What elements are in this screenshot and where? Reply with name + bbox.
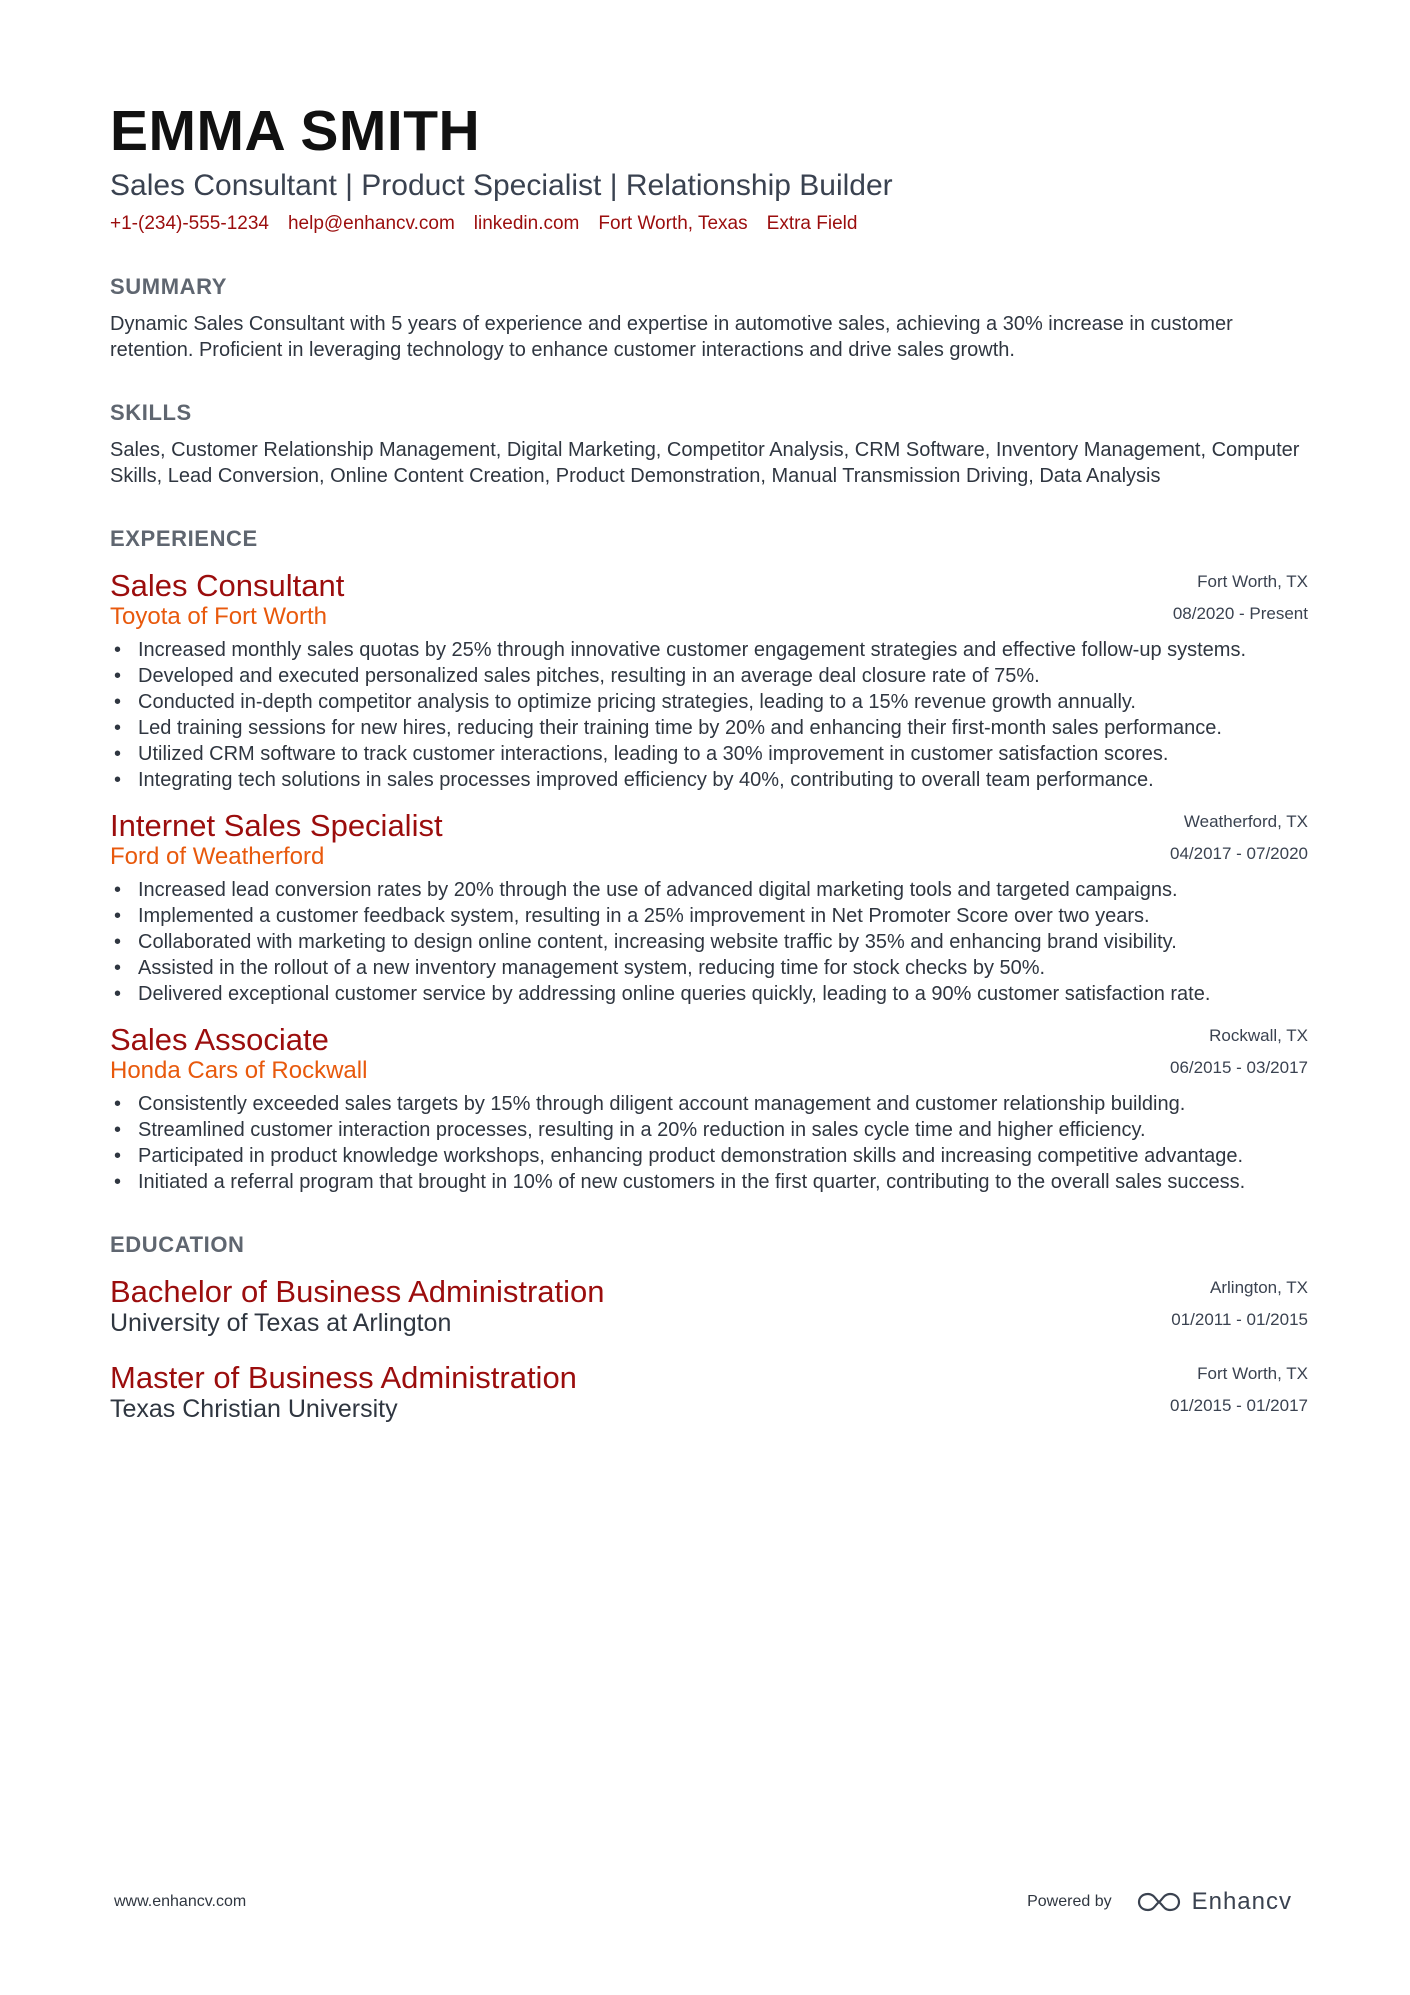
contact-extra-field: Extra Field [766,213,858,234]
powered-by-label: Powered by [1027,1893,1112,1910]
experience-entry [110,567,1308,793]
bullet-item: • Delivered exceptional customer service by addressing online queries quickly, leading to a 90% customer satisfaction rate. [110,981,1308,1007]
contact-row [110,211,1308,237]
bullet-item: • Conducted in-depth competitor analysis to optimize pricing strategies, leading to a 15% revenue growth annually. [110,689,1308,715]
bullet-item: • Initiated a referral program that brought in 10% of new customers in the first quarter, contributing to the overall sales success. [110,1169,1308,1195]
job-title: Internet Sales Specialist [110,808,443,843]
job-bullets [110,877,1308,1007]
contact-email[interactable]: help@enhancv.com [287,213,455,234]
job-company: Honda Cars of Rockwall [110,1057,368,1084]
bullet-item: • Streamlined customer interaction processes, resulting in a 20% reduction in sales cycle time and higher efficiency. [110,1117,1308,1143]
bullet-item: • Implemented a customer feedback system, resulting in a 25% improvement in Net Promoter Score over two years. [110,903,1308,929]
experience-entry [110,807,1308,1007]
education-dates: 01/2011 - 01/2015 [1171,1310,1308,1329]
job-company: Toyota of Fort Worth [110,603,327,630]
section-title-education: EDUCATION [110,1232,245,1257]
bullet-item: • Participated in product knowledge workshops, enhancing product demonstration skills and increasing competitive advantage. [110,1143,1308,1169]
degree-title: Master of Business Administration [110,1360,577,1395]
bullet-item: • Increased monthly sales quotas by 25% through innovative customer engagement strategies and effective follow-up systems. [110,637,1308,663]
degree-title: Bachelor of Business Administration [110,1274,605,1309]
job-location: Rockwall, TX [1209,1026,1308,1045]
job-dates: 04/2017 - 07/2020 [1169,844,1308,863]
brand-logo[interactable] [1136,1888,1292,1916]
job-dates: 06/2015 - 03/2017 [1169,1058,1308,1077]
resume-content [110,96,1308,1425]
bullet-item: • Developed and executed personalized sales pitches, resulting in an average deal closure rate of 75%. [110,663,1308,689]
section-title-skills: SKILLS [110,400,192,425]
education-entry [110,1273,1308,1339]
bullet-item: • Assisted in the rollout of a new inventory management system, reducing time for stock checks by 50%. [110,955,1308,981]
experience-section [110,525,1308,1195]
bullet-item: • Utilized CRM software to track customer interactions, leading to a 30% improvement in customer satisfaction scores. [110,741,1308,767]
candidate-name: EMMA SMITH [110,99,481,163]
bullet-item: • Consistently exceeded sales targets by 15% through diligent account management and customer relationship building. [110,1091,1308,1117]
bullet-item: • Integrating tech solutions in sales processes improved efficiency by 40%, contributing to overall team performance. [110,767,1308,793]
summary-text: Dynamic Sales Consultant with 5 years of experience and expertise in automotive sales, achieving a 30% increase in customer retention. Proficient in leveraging technology to enhance customer interactions and drive sales growth. [110,313,1233,361]
job-dates: 08/2020 - Present [1172,604,1308,623]
education-section [110,1231,1308,1425]
bullet-item: • Increased lead conversion rates by 20% through the use of advanced digital marketing tools and targeted campaigns. [110,877,1308,903]
brand-name: Enhancv [1191,1888,1292,1915]
education-location: Arlington, TX [1210,1278,1308,1297]
contact-linkedin[interactable]: linkedin.com [473,213,580,234]
job-location: Weatherford, TX [1183,812,1308,831]
bullet-item: • Led training sessions for new hires, reducing their training time by 20% and enhancing their first-month sales performance. [110,715,1308,741]
job-title: Sales Consultant [110,568,345,603]
enhancv-logo-icon [1136,1890,1182,1914]
school-name: Texas Christian University [110,1395,398,1423]
job-bullets [110,637,1308,793]
education-entry [110,1359,1308,1425]
footer-branding [1027,1888,1292,1916]
experience-entry [110,1021,1308,1195]
job-location: Fort Worth, TX [1197,572,1308,591]
education-dates: 01/2015 - 01/2017 [1169,1396,1308,1415]
school-name: University of Texas at Arlington [110,1309,452,1337]
education-location: Fort Worth, TX [1197,1364,1308,1383]
summary-section [110,273,1308,363]
job-company: Ford of Weatherford [110,843,325,870]
footer-url-link[interactable]: www.enhancv.com [114,1893,247,1910]
page-footer [114,1888,1292,1916]
bullet-item: • Collaborated with marketing to design online content, increasing website traffic by 35% and enhancing brand visibility. [110,929,1308,955]
job-bullets [110,1091,1308,1195]
contact-location: Fort Worth, Texas [598,213,748,234]
section-title-summary: SUMMARY [110,274,228,299]
job-title: Sales Associate [110,1022,329,1057]
contact-phone[interactable]: +1-(234)-555-1234 [110,213,269,234]
candidate-tagline: Sales Consultant | Product Specialist | Relationship Builder [110,169,893,202]
skills-section [110,399,1308,489]
section-title-experience: EXPERIENCE [110,526,258,551]
skills-text: Sales, Customer Relationship Management, Digital Marketing, Competitor Analysis, CRM Software, Inventory Management, Computer Skills, Lead Conversion, Online Content Creation, Product Demonstration, Manual Transmission Driving, Data Analysis [110,439,1300,487]
